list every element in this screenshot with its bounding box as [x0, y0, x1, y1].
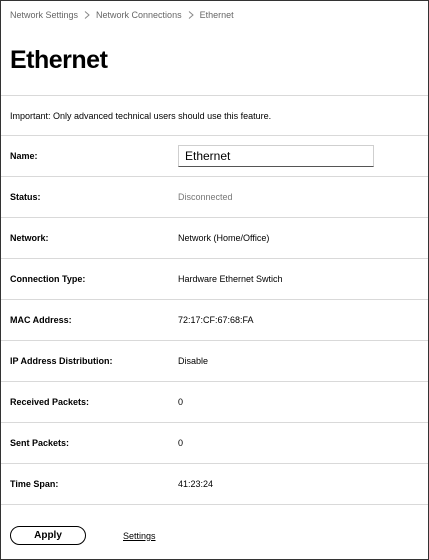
- breadcrumb-network-settings[interactable]: Network Settings: [10, 10, 79, 20]
- warning-notice: Important: Only advanced technical users should use this feature.: [1, 96, 428, 136]
- field-row-received-packets: [1, 382, 428, 423]
- sent-packets-label: Sent Packets:: [10, 438, 70, 448]
- network-value: Network (Home/Office): [178, 233, 270, 243]
- action-bar: [10, 526, 156, 545]
- page-title: Ethernet: [10, 46, 108, 74]
- field-row-ip-distribution: [1, 341, 428, 382]
- breadcrumb: [1, 1, 428, 29]
- connection-type-value: Hardware Ethernet Swtich: [178, 274, 283, 284]
- field-row-status: [1, 177, 428, 218]
- chevron-right-icon: [78, 11, 96, 19]
- name-label: Name:: [10, 151, 38, 161]
- status-value: Disconnected: [178, 192, 233, 202]
- field-row-mac-address: [1, 300, 428, 341]
- time-span-label: Time Span:: [10, 479, 59, 489]
- field-row-sent-packets: [1, 423, 428, 464]
- received-packets-value: 0: [178, 397, 184, 407]
- field-row-name: [1, 136, 428, 177]
- time-span-value: 41:23:24: [178, 479, 214, 489]
- status-label: Status:: [10, 192, 41, 202]
- apply-button[interactable]: Apply: [10, 526, 86, 545]
- breadcrumb-ethernet: Ethernet: [199, 10, 234, 20]
- field-row-time-span: [1, 464, 428, 505]
- settings-link[interactable]: Settings: [123, 530, 156, 541]
- connection-type-label: Connection Type:: [10, 274, 86, 284]
- received-packets-label: Received Packets:: [10, 397, 90, 407]
- mac-address-value: 72:17:CF:67:68:FA: [178, 315, 254, 325]
- ip-distribution-value: Disable: [178, 356, 209, 366]
- ip-distribution-label: IP Address Distribution:: [10, 356, 113, 366]
- mac-address-label: MAC Address:: [10, 315, 72, 325]
- sent-packets-value: 0: [178, 438, 184, 448]
- network-label: Network:: [10, 233, 49, 243]
- chevron-right-icon: [182, 11, 200, 19]
- field-row-network: [1, 218, 428, 259]
- name-input[interactable]: [178, 145, 374, 167]
- field-row-connection-type: [1, 259, 428, 300]
- breadcrumb-network-connections[interactable]: Network Connections: [96, 10, 182, 20]
